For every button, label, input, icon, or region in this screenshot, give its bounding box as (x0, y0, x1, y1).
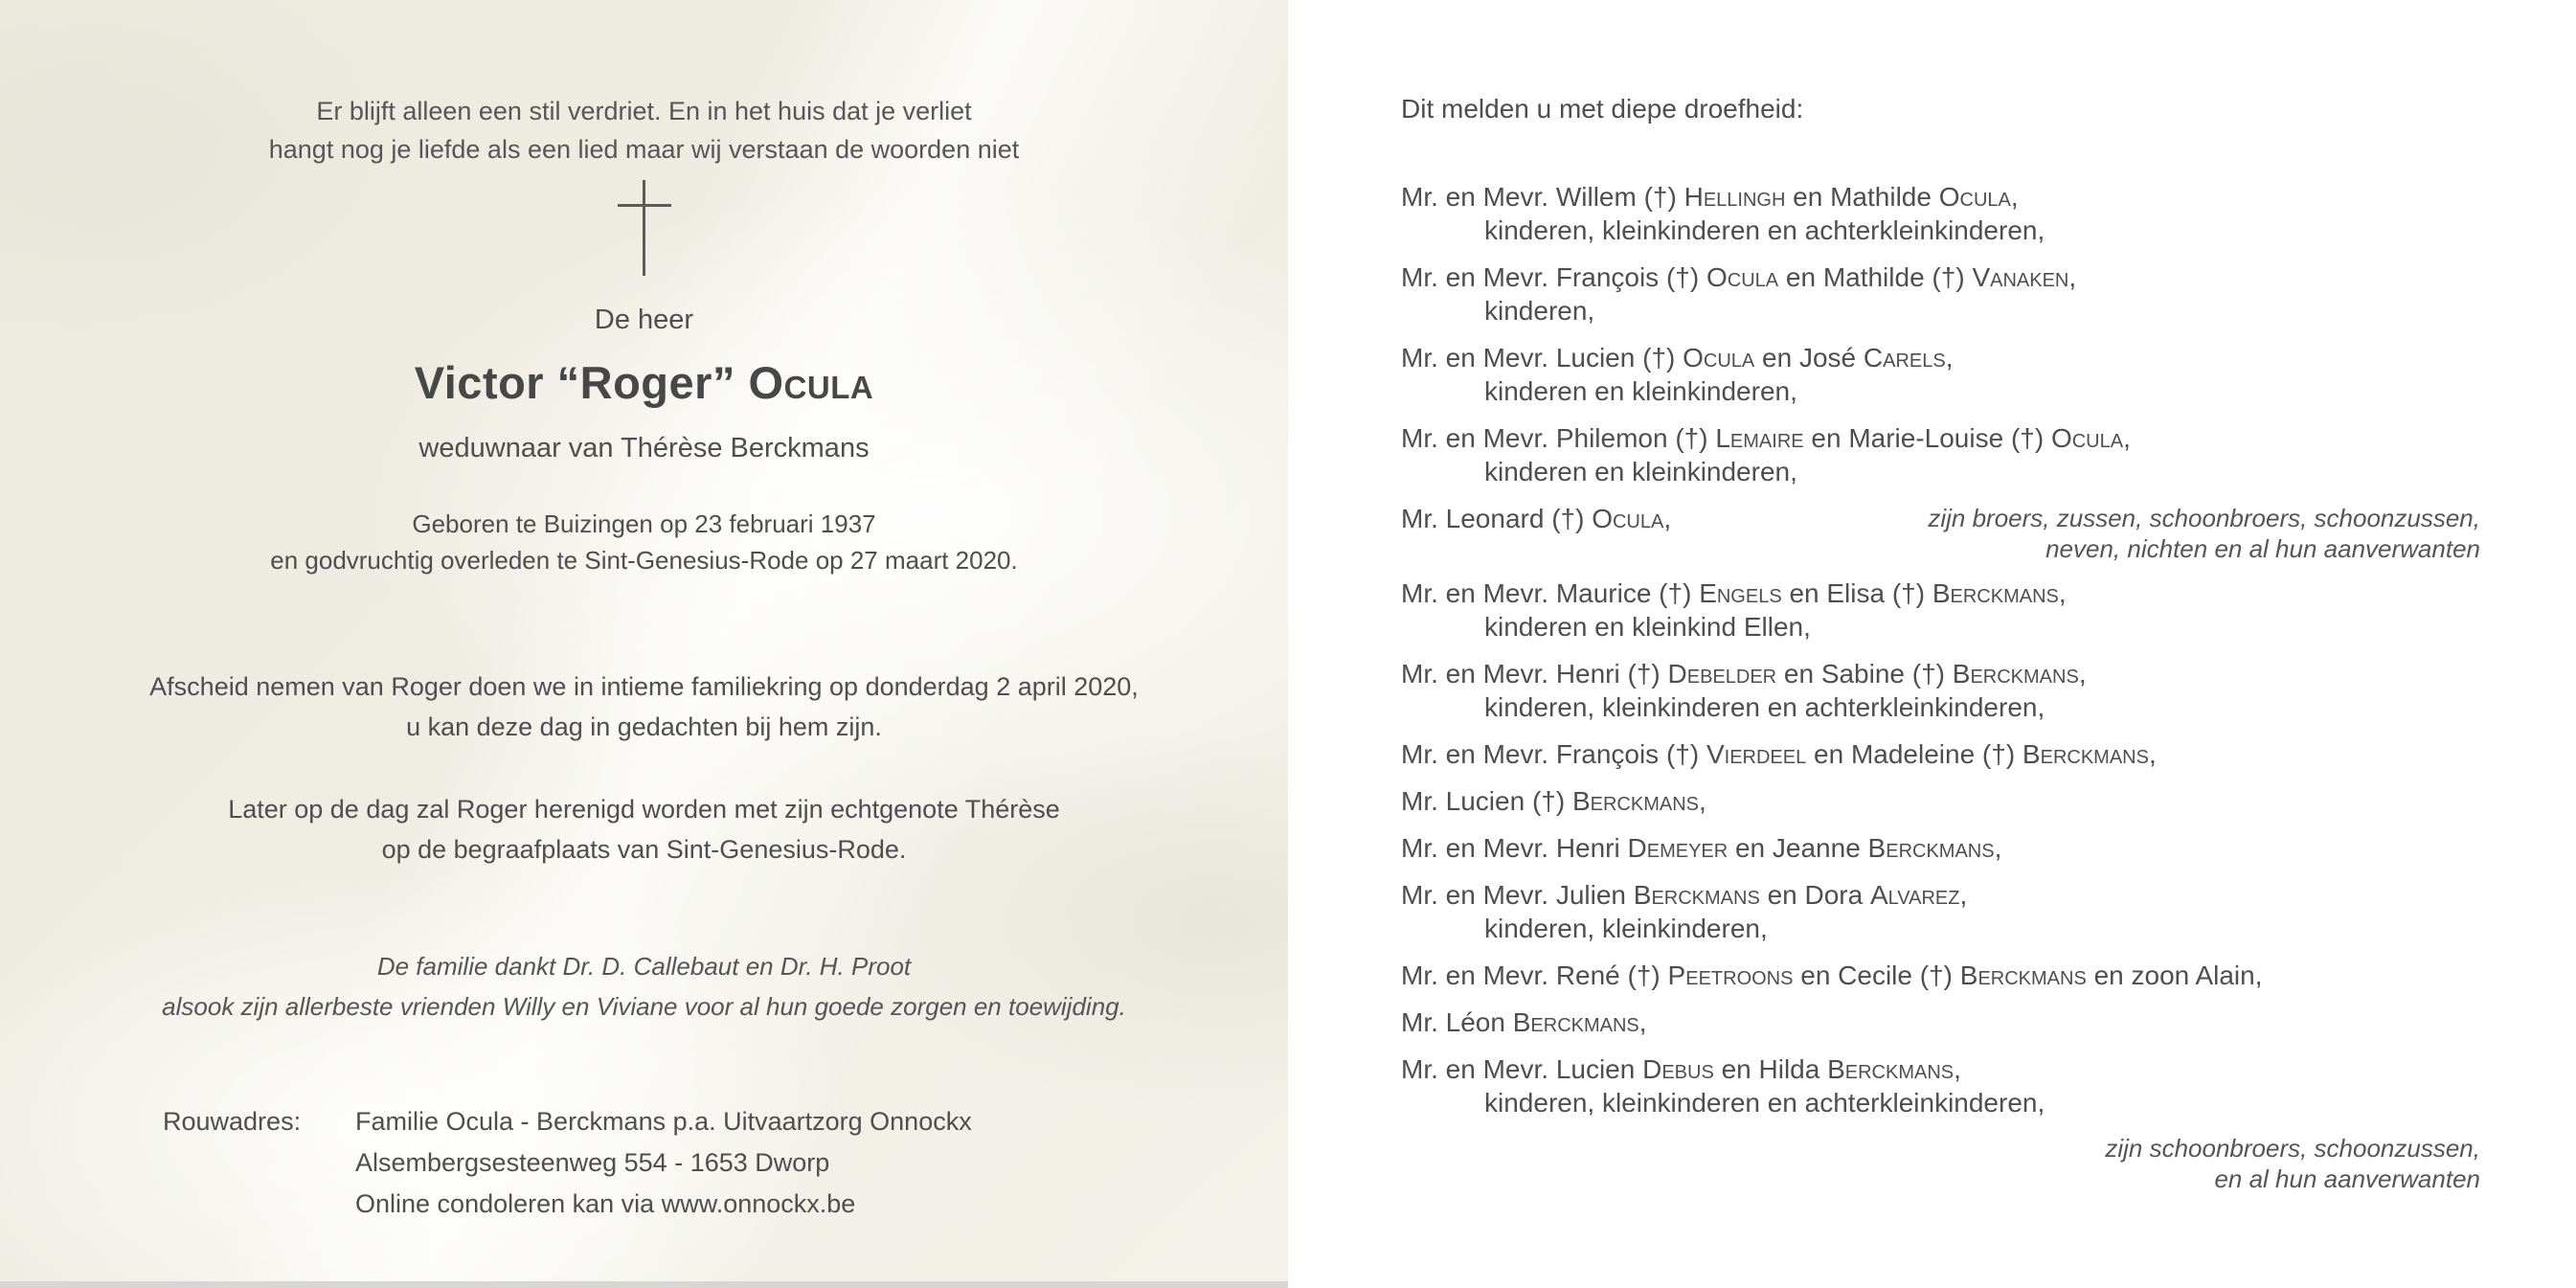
name-text: , (2058, 578, 2067, 608)
quote-line-1: Er blijft alleen een stil verdriet. En in het huis dat je verliet (316, 97, 972, 125)
family-entry (1401, 421, 2480, 488)
family-entry (1401, 959, 2480, 992)
name-text: Mr. en Mevr. François (†) (1401, 262, 1706, 292)
mourning-address-label: Rouwadres: (163, 1107, 302, 1136)
surname-smallcaps: Berckmans (1959, 960, 2087, 990)
family-entry-names (1401, 657, 2480, 690)
family-entry-names (1401, 831, 2480, 865)
family-entry-names (1401, 784, 2480, 818)
name-text: , (2078, 659, 2087, 689)
family-entry-names (1401, 959, 2480, 992)
family-entry (1401, 502, 2480, 563)
family-entry (1401, 831, 2480, 865)
surname-smallcaps: Berckmans (1827, 1054, 1955, 1084)
surname-smallcaps: Ocula (1592, 504, 1664, 533)
thanks-line-1: De familie dankt Dr. D. Callebaut en Dr. H. Proot (376, 952, 912, 981)
family-entry-names (1401, 180, 2480, 214)
relationship-side-note-line: zijn broers, zussen, schoonbroers, schoonzussen, (1928, 504, 2480, 532)
death-line: en godvruchtig overleden te Sint-Genesius-Rode op 27 maart 2020. (270, 546, 1018, 575)
cross-vertical-bar (643, 180, 645, 276)
name-text: Mr. en Mevr. Philemon (†) (1401, 423, 1716, 453)
family-list (1401, 180, 2480, 1119)
birth-line: Geboren te Buizingen op 23 februari 1937 (412, 509, 876, 538)
closing-note (1401, 1133, 2480, 1194)
deceased-name (0, 356, 1288, 409)
name-text: Mr. en Mevr. Lucien (†) (1401, 343, 1683, 373)
surname-smallcaps: Vierdeel (1706, 739, 1807, 769)
name-text: Mr. en Mevr. Henri (†) (1401, 659, 1668, 689)
reunion-paragraph (0, 789, 1288, 870)
name-text: Mr. Lucien (†) (1401, 786, 1572, 816)
name-text: en Mathilde (†) (1778, 262, 1973, 292)
family-entry (1401, 657, 2480, 724)
family-entry-names (1401, 421, 2480, 455)
family-entry-names (1401, 341, 2480, 374)
family-entry (1401, 341, 2480, 408)
name-text: en Sabine (†) (1776, 659, 1953, 689)
name-text: en Mathilde (1785, 182, 1939, 212)
family-entry-descendants: kinderen, kleinkinderen en achterkleinkinderen, (1484, 1088, 2045, 1118)
life-dates (0, 506, 1288, 578)
mourning-address-line-2: Alsembergsesteenweg 554 - 1653 Dworp (355, 1148, 830, 1177)
surname-smallcaps: Berckmans (1952, 659, 2079, 689)
family-entry-descendants: kinderen en kleinkind Ellen, (1484, 612, 1811, 642)
family-entry-descendants: kinderen, (1484, 296, 1595, 326)
name-text: en Cecile (†) (1793, 960, 1960, 990)
family-entry (1401, 1052, 2480, 1119)
name-text: Victor “Roger” (414, 357, 749, 408)
surname-smallcaps: Berckmans (1512, 1007, 1639, 1037)
name-text: Mr. en Mevr. Julien (1401, 880, 1634, 910)
name-text: en José (1754, 343, 1864, 373)
surname-smallcaps: Ocula (1938, 182, 2011, 212)
surname-smallcaps: Berckmans (2022, 739, 2149, 769)
family-entry-names (1401, 576, 2480, 610)
family-entry-descendants: kinderen, kleinkinderen en achterkleinkinderen, (1484, 215, 2045, 245)
family-entry-descendants: kinderen, kleinkinderen, (1484, 914, 1768, 943)
name-text: , (1994, 833, 2002, 863)
name-text: en Jeanne (1728, 833, 1868, 863)
memorial-right-page (1288, 0, 2576, 1288)
name-text: , (1959, 880, 1968, 910)
surname-smallcaps: Demeyer (1627, 833, 1729, 863)
name-text: Mr. en Mevr. François (†) (1401, 739, 1706, 769)
family-entry (1401, 260, 2480, 328)
name-text: , (1698, 786, 1706, 816)
name-text: Mr. en Mevr. Willem (†) (1401, 182, 1684, 212)
memorial-quote (0, 92, 1288, 169)
thanks-line-2: alsook zijn allerbeste vrienden Willy en Viviane voor al hun goede zorgen en toewijding. (162, 992, 1126, 1021)
name-text: Mr. Leonard (†) (1401, 504, 1593, 533)
name-text: , (2148, 739, 2157, 769)
surname-smallcaps: Lemaire (1715, 423, 1804, 453)
closing-note-line-2: en al hun aanverwanten (2214, 1164, 2480, 1193)
farewell-line-2: u kan deze dag in gedachten bij hem zijn. (406, 712, 882, 741)
family-entry-names (1401, 737, 2480, 771)
farewell-paragraph (0, 667, 1288, 747)
surname-smallcaps: Berckmans (1932, 578, 2059, 608)
cross-horizontal-bar (618, 204, 671, 207)
name-text: , (1638, 1007, 1647, 1037)
surname-smallcaps: Peetroons (1667, 960, 1794, 990)
name-text: en zoon Alain, (2086, 960, 2263, 990)
family-entry-descendants: kinderen en kleinkinderen, (1484, 376, 1797, 406)
name-text: , (1945, 343, 1954, 373)
name-text: , (1663, 504, 1672, 533)
family-entry-descendants: kinderen en kleinkinderen, (1484, 457, 1797, 486)
name-text: Mr. en Mevr. Lucien (1401, 1054, 1643, 1084)
family-entry-names (1401, 1052, 2480, 1086)
name-text: , (2010, 182, 2019, 212)
name-text: , (1954, 1054, 1961, 1084)
mourning-address-line-1: Familie Ocula - Berckmans p.a. Uitvaartzorg Onnockx (355, 1107, 972, 1136)
family-entry-descendants: kinderen, kleinkinderen en achterkleinkinderen, (1484, 692, 2045, 722)
surname-smallcaps: Vanaken (1972, 262, 2069, 292)
name-text: , (2068, 262, 2077, 292)
announcement-header: Dit melden u met diepe droefheid: (1401, 94, 1804, 124)
salutation: De heer (594, 305, 694, 335)
name-text: en Dora (1759, 880, 1870, 910)
surname-smallcaps: Ocula (748, 357, 874, 408)
name-text: Mr. en Mevr. Maurice (†) (1401, 578, 1700, 608)
farewell-line-1: Afscheid nemen van Roger doen we in intieme familiekring op donderdag 2 april 2020, (149, 672, 1139, 701)
name-text: en Madeleine (†) (1806, 739, 2022, 769)
surname-smallcaps: Debelder (1667, 659, 1777, 689)
surname-smallcaps: Berckmans (1867, 833, 1995, 863)
family-entry (1401, 878, 2480, 945)
quote-line-2: hangt nog je liefde als een lied maar wij verstaan de woorden niet (268, 135, 1020, 164)
family-entry (1401, 784, 2480, 818)
name-text: en Elisa (†) (1781, 578, 1932, 608)
mourning-address-lines (355, 1101, 972, 1225)
name-text: Mr. en Mevr. René (†) (1401, 960, 1668, 990)
cross-icon (618, 180, 671, 276)
surname-smallcaps: Ocula (1706, 262, 1779, 292)
relationship-side-note-line: neven, nichten en al hun aanverwanten (2045, 534, 2480, 563)
surname-smallcaps: Ocula (1683, 343, 1755, 373)
family-entry-names (1401, 1006, 2480, 1039)
reunion-line-1: Later op de dag zal Roger herenigd worden met zijn echtgenote Thérèse (228, 795, 1060, 824)
surname-smallcaps: Engels (1699, 578, 1782, 608)
relationship-side-note (1928, 503, 2480, 564)
mourning-address-line-3: Online condoleren kan via www.onnockx.be (355, 1189, 856, 1218)
family-entry-names (1401, 878, 2480, 912)
surname-smallcaps: Berckmans (1633, 880, 1760, 910)
surname-smallcaps: Carels (1863, 343, 1946, 373)
surname-smallcaps: Berckmans (1571, 786, 1699, 816)
surname-smallcaps: Alvarez (1869, 880, 1960, 910)
surname-smallcaps: Ocula (2050, 423, 2124, 453)
reunion-line-2: op de begraafplaats van Sint-Genesius-Rode. (381, 835, 907, 864)
name-text: en Marie-Louise (†) (1803, 423, 2051, 453)
surname-smallcaps: Hellingh (1683, 182, 1786, 212)
name-text: Mr. en Mevr. Henri (1401, 833, 1628, 863)
surname-smallcaps: Debus (1642, 1054, 1714, 1084)
name-text: Mr. Léon (1401, 1007, 1513, 1037)
name-text: en Hilda (1713, 1054, 1828, 1084)
relation-line: weduwnaar van Thérèse Berckmans (418, 433, 870, 463)
closing-note-line-1: zijn schoonbroers, schoonzussen, (2105, 1134, 2480, 1163)
family-entry (1401, 576, 2480, 644)
family-entry (1401, 737, 2480, 771)
name-text: , (2123, 423, 2131, 453)
thanks-paragraph (0, 946, 1288, 1027)
family-entry (1401, 1006, 2480, 1039)
family-entry (1401, 180, 2480, 247)
family-entry-names (1401, 260, 2480, 294)
